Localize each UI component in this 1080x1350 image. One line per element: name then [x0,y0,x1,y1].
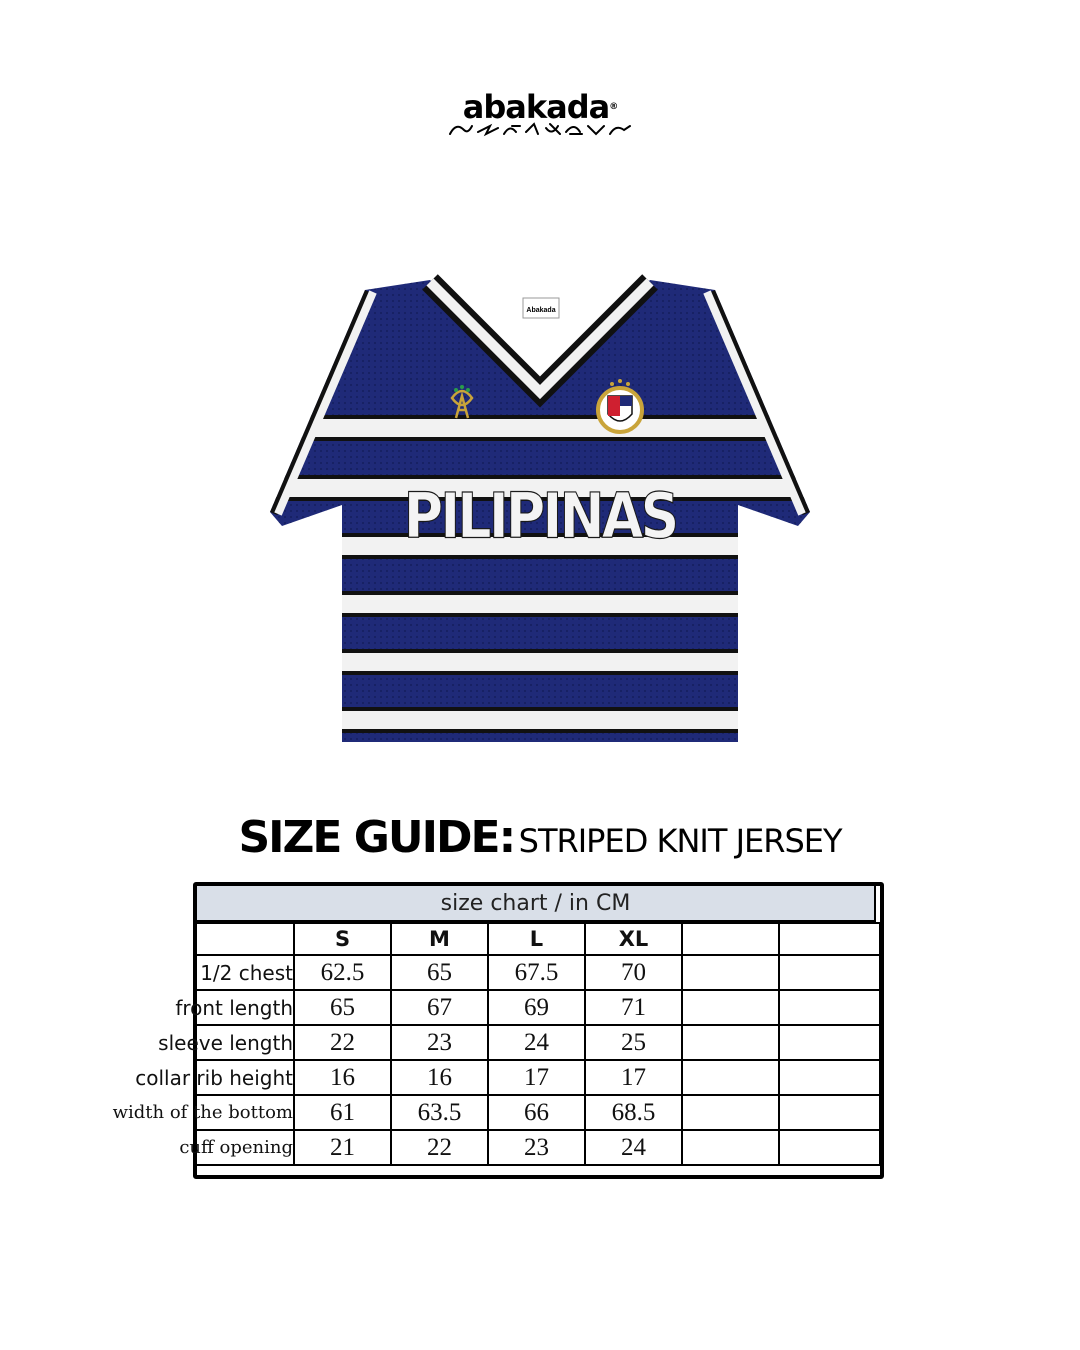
row-label: collar rib height [197,1060,294,1095]
size-guide-title [0,812,1080,863]
row-label: cuff opening [197,1130,294,1165]
table-cell: 16 [294,1060,391,1095]
row-label: sleeve length [197,1025,294,1060]
size-chart-caption: size chart / in CM [197,886,876,922]
table-cell [682,990,779,1025]
table-row [197,1025,880,1060]
table-cell [779,1095,880,1130]
table-cell: 24 [488,1025,585,1060]
table-cell: 24 [585,1130,682,1165]
table-cell [682,1130,779,1165]
table-row [197,990,880,1025]
table-cell: 61 [294,1095,391,1130]
table-cell [779,1025,880,1060]
size-header [779,923,880,955]
table-cell [682,955,779,990]
table-cell: 66 [488,1095,585,1130]
brand-logo [440,90,640,140]
table-row [197,1095,880,1130]
table-cell: 21 [294,1130,391,1165]
table-cell: 22 [294,1025,391,1060]
table-cell [682,1025,779,1060]
table-cell: 23 [488,1130,585,1165]
table-cell: 71 [585,990,682,1025]
table-cell: 65 [391,955,488,990]
table-cell: 69 [488,990,585,1025]
row-label: 1/2 chest [197,955,294,990]
brand-name: abakada [462,88,610,126]
table-cell [779,955,880,990]
size-header-row [197,923,880,955]
size-header: M [391,923,488,955]
table-cell: 23 [391,1025,488,1060]
jersey-chest-text: PILIPINAS [403,479,677,553]
table-cell: 65 [294,990,391,1025]
corner-cell [197,923,294,955]
table-cell: 68.5 [585,1095,682,1130]
table-row [197,1130,880,1165]
table-cell [682,1095,779,1130]
row-label: front length [197,990,294,1025]
size-table [112,922,881,1166]
table-cell: 67 [391,990,488,1025]
size-header [682,923,779,955]
table-cell [779,990,880,1025]
table-cell: 25 [585,1025,682,1060]
tag-text: Abakada [526,307,556,314]
table-cell: 16 [391,1060,488,1095]
table-row [197,955,880,990]
size-header: XL [585,923,682,955]
table-cell: 63.5 [391,1095,488,1130]
size-header: S [294,923,391,955]
registered-mark: ® [609,102,618,112]
table-cell: 22 [391,1130,488,1165]
row-label: width of the bottom [197,1095,294,1130]
table-cell [779,1130,880,1165]
size-chart [112,882,884,1179]
baybayin-script-logo [446,120,634,138]
table-cell: 70 [585,955,682,990]
title-product-name: STRIPED KNIT JERSEY [518,822,842,860]
table-cell: 62.5 [294,955,391,990]
table-cell: 67.5 [488,955,585,990]
jersey-image [270,280,810,745]
table-cell [682,1060,779,1095]
size-header: L [488,923,585,955]
table-cell: 17 [488,1060,585,1095]
table-cell: 17 [585,1060,682,1095]
table-cell [779,1060,880,1095]
title-strong: SIZE GUIDE: [238,812,515,863]
table-row [197,1060,880,1095]
